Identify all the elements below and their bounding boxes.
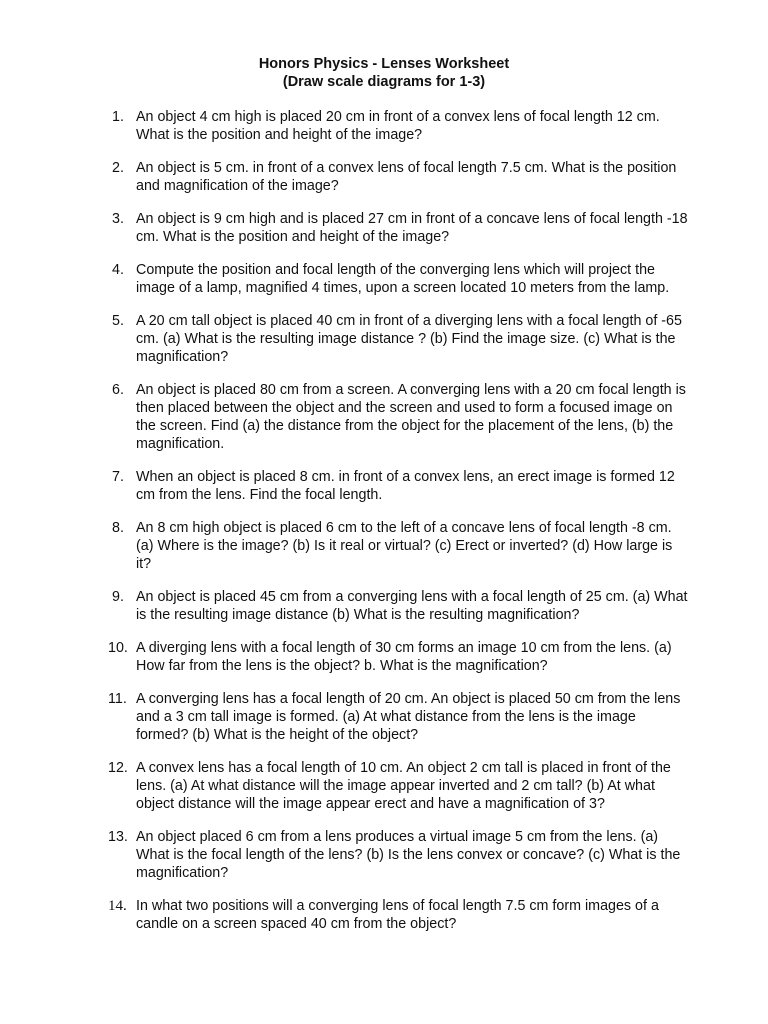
question-item xyxy=(108,312,688,366)
question-text: A convex lens has a focal length of 10 cm. An object 2 cm tall is placed in front of the lens. (a) At what distance will the image appear inverted and 2 cm tall? (b) At what object distance will the image appear erect and have a magnification of 3? xyxy=(136,760,671,812)
question-item xyxy=(108,588,688,624)
question-text: An object placed 6 cm from a lens produces a virtual image 5 cm from the lens. (a) What is the focal length of the lens? (b) Is the lens convex or concave? (c) What is the magnification? xyxy=(136,829,681,881)
question-text: In what two positions will a converging lens of focal length 7.5 cm form images of a candle on a screen spaced 40 cm from the object? xyxy=(136,898,659,932)
worksheet-header xyxy=(0,55,768,91)
question-text: An object 4 cm high is placed 20 cm in front of a convex lens of focal length 12 cm. What is the position and height of the image? xyxy=(136,109,660,143)
question-text: An object is 9 cm high and is placed 27 cm in front of a concave lens of focal length -18 cm. What is the position and height of the image? xyxy=(136,211,688,245)
question-item xyxy=(108,210,688,246)
question-item xyxy=(108,639,688,675)
question-number: 2. xyxy=(112,160,124,176)
page-title: Honors Physics - Lenses Worksheet xyxy=(258,56,510,72)
question-text: When an object is placed 8 cm. in front of a convex lens, an erect image is formed 12 cm from the lens. Find the focal length. xyxy=(136,469,675,503)
question-item xyxy=(108,381,688,453)
question-number: 8. xyxy=(112,520,124,536)
question-text: An object is placed 80 cm from a screen. A converging lens with a 20 cm focal length is then placed between the object and the screen and used to form a focused image on the screen. Find (a) the distance from the object for the placement of the lens, (b) the magnification. xyxy=(136,382,686,452)
question-number: 6. xyxy=(112,382,124,398)
question-number: 14. xyxy=(108,898,127,914)
question-item xyxy=(108,690,688,744)
question-text: An object is 5 cm. in front of a convex lens of focal length 7.5 cm. What is the position and magnification of the image? xyxy=(136,160,677,194)
question-item xyxy=(108,468,688,504)
question-item xyxy=(108,159,688,195)
question-number: 4. xyxy=(112,262,124,278)
question-number: 11. xyxy=(108,691,127,707)
question-text: A 20 cm tall object is placed 40 cm in front of a diverging lens with a focal length of -65 cm. (a) What is the resulting image distance ? (b) Find the image size. (c) What is the magnification? xyxy=(136,313,682,365)
question-item xyxy=(108,828,688,882)
question-number: 1. xyxy=(112,109,124,125)
question-text: A diverging lens with a focal length of 30 cm forms an image 10 cm from the lens. (a) How far from the lens is the object? b. What is the magnification? xyxy=(136,640,672,674)
question-number: 12. xyxy=(108,760,128,776)
question-item xyxy=(108,759,688,813)
question-text: Compute the position and focal length of the converging lens which will project the image of a lamp, magnified 4 times, upon a screen located 10 meters from the lamp. xyxy=(136,262,670,296)
question-item xyxy=(108,108,688,144)
question-number: 7. xyxy=(112,469,124,485)
question-text: An 8 cm high object is placed 6 cm to the left of a concave lens of focal length -8 cm. (a) Where is the image? (b) Is it real or virtual? (c) Erect or inverted? (d) How large is it? xyxy=(136,520,673,572)
question-number: 13. xyxy=(108,829,128,845)
question-item xyxy=(108,897,688,933)
question-number: 3. xyxy=(112,211,124,227)
question-item xyxy=(108,261,688,297)
question-text: An object is placed 45 cm from a converging lens with a focal length of 25 cm. (a) What is the resulting image distance (b) What is the resulting magnification? xyxy=(136,589,688,623)
page-subtitle: (Draw scale diagrams for 1-3) xyxy=(282,74,486,90)
question-item xyxy=(108,519,688,573)
question-number: 5. xyxy=(112,313,124,329)
question-list xyxy=(108,108,688,948)
question-number: 10. xyxy=(108,640,128,656)
question-text: A converging lens has a focal length of 20 cm. An object is placed 50 cm from the lens and a 3 cm tall image is formed. (a) At what distance from the lens is the image formed? (b) What is the height of the object? xyxy=(136,691,681,743)
question-number: 9. xyxy=(112,589,124,605)
